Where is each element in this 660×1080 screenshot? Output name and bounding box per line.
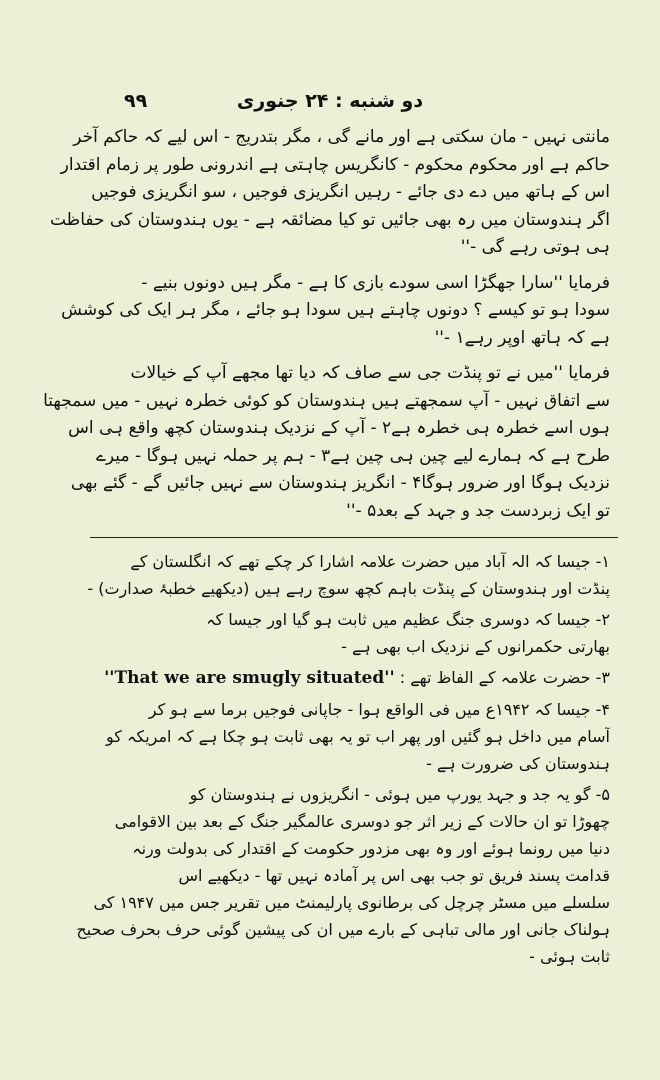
footnotes: [42, 548, 618, 970]
footnote-line: [42, 664, 610, 692]
footnote-line: آسام میں داخل ہو گئیں اور پھر اب تو یہ بھی ثابت ہو چکا ہے کہ امریکہ کو: [106, 727, 610, 746]
text-line: مانتی نہیں - مان سکتی ہے اور مانے گی ، مگر بتدریج - اس لیے کہ حاکم آخر: [73, 127, 610, 147]
footnote-line: ۴- جیسا کہ ۱۹۴۲ع میں فی الواقع ہوا - جاپانی فوجیں برما سے ہو کر: [148, 700, 610, 719]
footnote-line: چھوڑا تو ان حالات کے زیر اثر جو دوسری عالمگیر جنگ کے بعد بین الاقوامی: [114, 812, 610, 831]
footnote-divider: [90, 537, 618, 538]
footnote-1: [42, 548, 618, 602]
footnote-line: ۱- جیسا کہ الہ آباد میں حضرت علامہ اشارا کر چکے تھے کہ انگلستان کے: [130, 552, 610, 571]
footnote-line: سلسلے میں مسٹر چرچل کی برطانوی پارلیمنٹ میں تقریر جس میں ۱۹۴۷ کی: [93, 893, 610, 912]
main-text: [42, 124, 618, 525]
paragraph-2: [42, 270, 618, 353]
footnote-line: قدامت پسند فریق تو جب بھی اس پر آمادہ نہیں تھا - دیکھیے اس: [178, 866, 610, 885]
text-line: حاکم ہے اور محکوم محکوم - کانگریس چاہتی ہے اندرونی طور پر زمام اقتدار: [60, 154, 610, 175]
text-line: فرمایا ''سارا جھگڑا اسی سودے بازی کا ہے - مگر ہیں دونوں بنیے -: [141, 272, 610, 293]
footnote-line: ہندوستان کی ضرورت ہے -: [426, 754, 610, 773]
footnote-line: ۵- گو یہ جد و جہد یورپ میں ہوئی - انگریزوں نے ہندوستان کو: [189, 785, 610, 804]
text-line: فرمایا ''میں نے تو پنڈت جی سے صاف کہ دیا تھا مجھے آپ کے خیالات: [130, 363, 610, 383]
text-line: طرح ہے کہ ہمارے لیے چین ہی چین ہے۳ - ہم پر حملہ نہیں ہوگا - میرے: [95, 445, 610, 466]
text-line: نزدیک ہوگا اور ضرور ہوگا۴ - انگریز ہندوستان سے نہیں جائیں گے - گئے بھی: [70, 473, 610, 493]
text-line: ہوں اسے خطرہ ہی خطرہ ہے۲ - آپ کے نزدیک ہندوستان کچھ واقع ہی اس: [68, 418, 610, 438]
footnote-2: [42, 606, 618, 660]
text-line: سودا ہو تو کیسے ؟ دونوں چاہتے ہیں سودا ہو جائے ، مگر ہر ایک کی کوشش: [61, 300, 610, 320]
footnote-line: ثابت ہوئی -: [529, 947, 610, 966]
page-header: [42, 90, 618, 124]
footnote-4: [42, 696, 618, 777]
text-line: سے اتفاق نہیں - آپ سمجھتے ہیں ہندوستان کو کوئی خطرہ نہیں - میں سمجھتا: [43, 390, 610, 411]
footnote-prefix: ۳- حضرت علامہ کے الفاظ تھے :: [394, 668, 610, 687]
running-title: دو شنبه : ۲۴ جنوری: [236, 90, 424, 112]
footnote-line: ہولناک جانی اور مالی تباہی کے بارے میں ان کی پیشین گوئی حرف بحرف صحیح: [76, 920, 610, 939]
footnote-line: بھارتی حکمرانوں کے نزدیک اب بھی ہے -: [341, 637, 610, 656]
footnote-line: ۲- جیسا کہ دوسری جنگ عظیم میں ثابت ہو گیا اور جیسا کہ: [206, 610, 610, 629]
paragraph-3: [42, 360, 618, 525]
paragraph-1: [42, 124, 618, 262]
page-number: ۹۹: [124, 90, 148, 112]
text-line: اس کے ہاتھ میں دے دی جائے - رہیں انگریزی فوجیں ، سو انگریزی فوجیں: [91, 182, 610, 202]
footnote-3: [42, 664, 618, 692]
english-quote: ''That we are smugly situated'': [104, 668, 395, 688]
footnote-line: پنڈت اور ہندوستان کے پنڈت باہم کچھ سوچ رہے ہیں (دیکھیے خطبۂ صدارت) -: [87, 579, 610, 598]
text-line: تو ایک زبردست جد و جہد کے بعد۵ -'': [346, 500, 610, 521]
footnote-line: دنیا میں رونما ہوئے اور وہ بھی مزدور حکومت کے اقتدار کی بدولت ورنہ: [132, 839, 610, 858]
text-line: اگر ہندوستان میں رہ بھی جائیں تو کیا مضائقہ ہے - یوں ہندوستان کی حفاظت: [49, 209, 610, 230]
text-line: ہی ہوتی رہے گی -'': [460, 237, 610, 257]
text-line: ہے کہ ہاتھ اوپر رہے۱ -'': [434, 327, 610, 348]
footnote-5: [42, 781, 618, 970]
